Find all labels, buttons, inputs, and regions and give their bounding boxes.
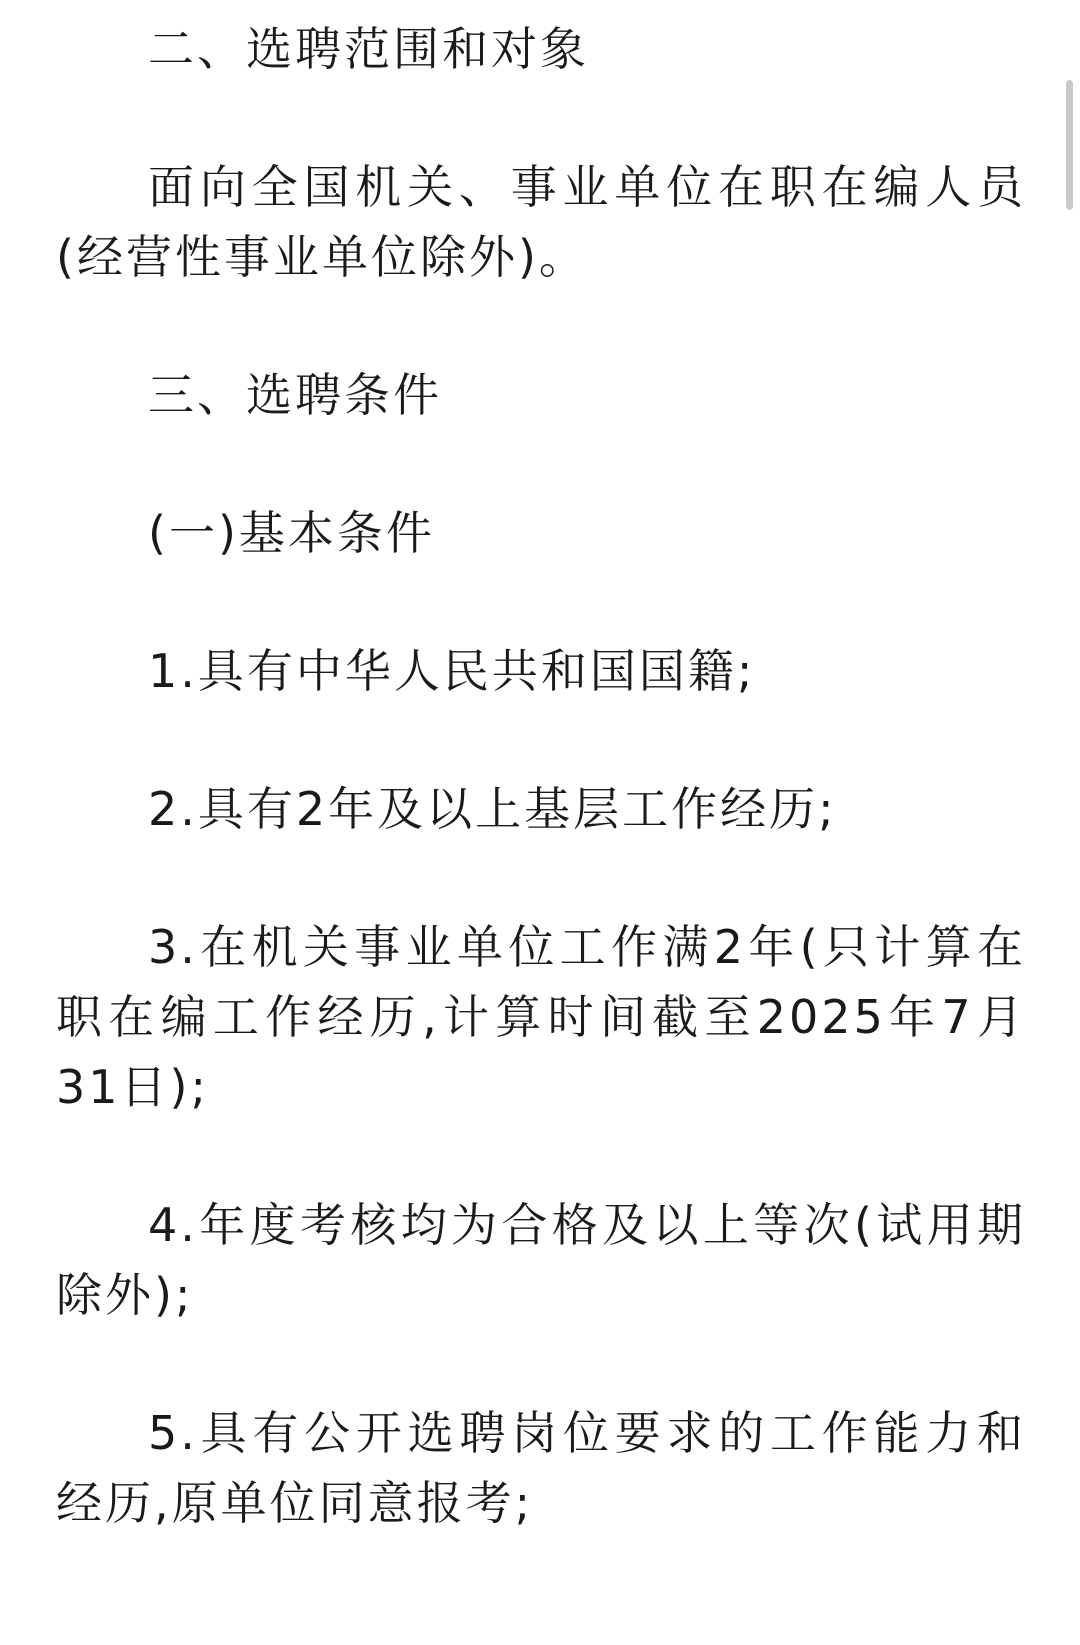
section-heading-conditions: 三、选聘条件 <box>148 368 442 422</box>
condition-item-1: 1.具有中华人民共和国国籍; <box>148 644 756 698</box>
section-heading-scope: 二、选聘范围和对象 <box>148 22 589 76</box>
article-body <box>56 14 1026 1538</box>
condition-item-3: 3.在机关事业单位工作满2年(只计算在职在编工作经历,计算时间截至2025年7月31日); <box>56 920 1026 1114</box>
vertical-scrollbar[interactable] <box>1058 0 1080 1645</box>
subheading-basic-conditions: (一)基本条件 <box>148 506 435 560</box>
scrollbar-thumb[interactable] <box>1066 80 1073 210</box>
condition-item-4: 4.年度考核均为合格及以上等次(试用期除外); <box>56 1198 1026 1322</box>
condition-item-2: 2.具有2年及以上基层工作经历; <box>148 782 837 836</box>
paragraph-scope-target: 面向全国机关、事业单位在职在编人员(经营性事业单位除外)。 <box>56 160 1026 284</box>
condition-item-5: 5.具有公开选聘岗位要求的工作能力和经历,原单位同意报考; <box>56 1406 1026 1530</box>
